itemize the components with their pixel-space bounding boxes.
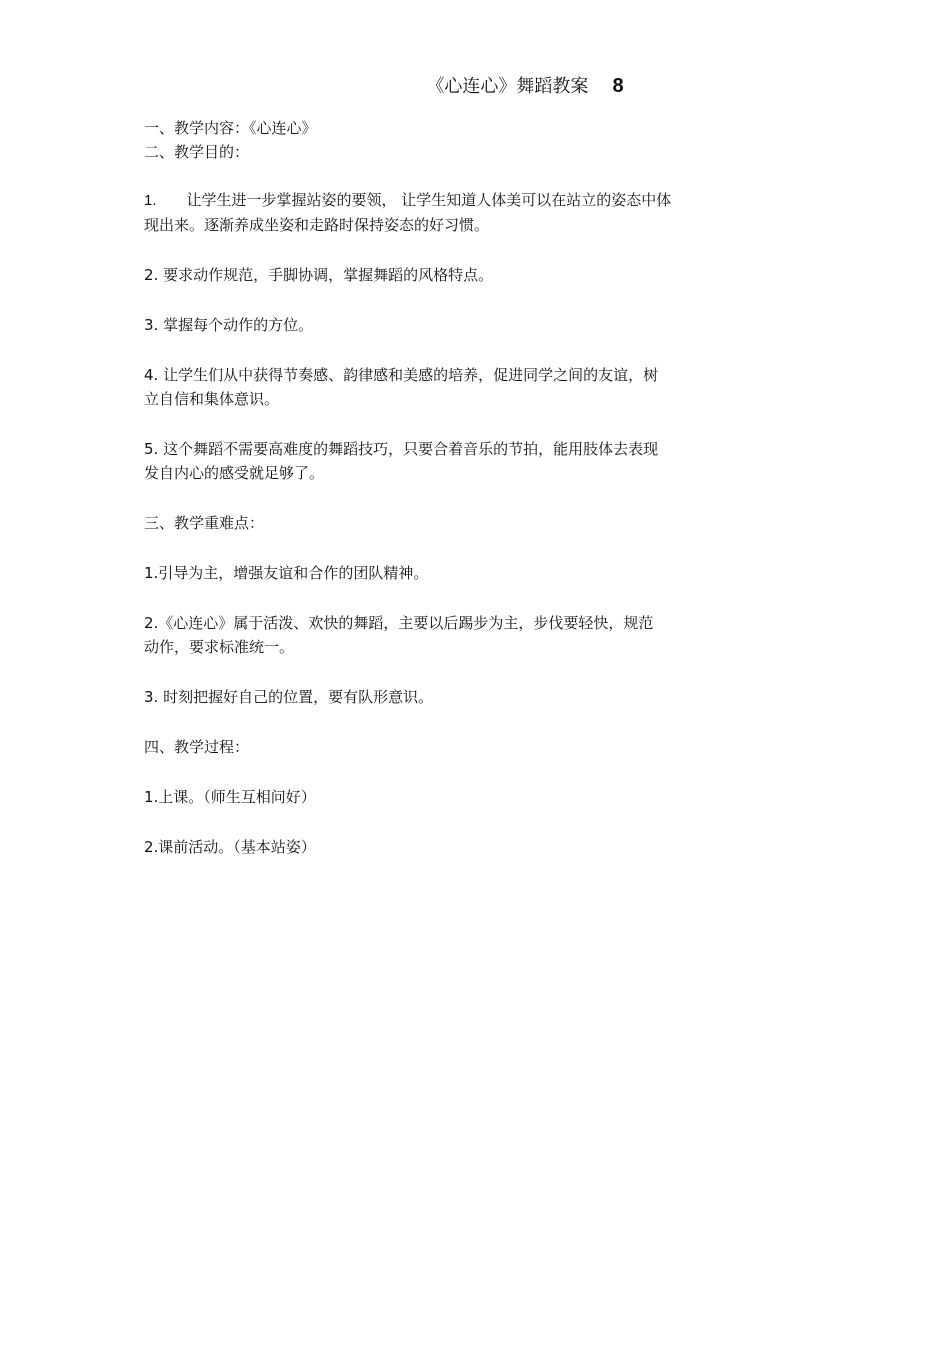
title-number: 8 — [612, 75, 624, 97]
key-2-line-2: 动作，要求标准统一。 — [144, 638, 295, 656]
teaching-goals-heading: 二、教学目的： — [144, 143, 250, 161]
teaching-content-line: 一、教学内容：《心连心》 — [144, 119, 317, 137]
process-step-1: 1.上课。（师生互相问好） — [144, 788, 316, 806]
goal-item-4 — [144, 363, 804, 411]
spacer — [144, 411, 804, 437]
key-2-line-1: 2.《心连心》属于活泼、欢快的舞蹈，主要以后踢步为主，步伐要轻快，规范 — [144, 614, 654, 632]
goal-1-text: 让学生进一步掌握站姿的要领， 让学生知道人体美可以在站立的姿态中体 — [186, 191, 672, 209]
spacer — [144, 759, 804, 785]
spacer — [144, 535, 804, 561]
key-points-heading: 三、教学重难点： — [144, 514, 265, 532]
title-text: 《心连心》舞蹈教案 — [426, 76, 589, 97]
process-heading: 四、教学过程： — [144, 738, 250, 756]
goal-4-line-2: 立自信和集体意识。 — [144, 390, 280, 408]
key-point-1: 1.引导为主，增强友谊和合作的团队精神。 — [144, 564, 429, 582]
spacer — [144, 809, 804, 835]
spacer — [144, 585, 804, 611]
goal-item-5 — [144, 437, 804, 485]
goal-5-line-2: 发自内心的感受就足够了。 — [144, 464, 325, 482]
key-point-3: 3. 时刻把握好自己的位置，要有队形意识。 — [144, 688, 434, 706]
spacer — [144, 237, 804, 263]
key-point-2 — [144, 611, 804, 659]
goal-1-number: 1. — [144, 192, 157, 209]
spacer — [144, 709, 804, 735]
spacer — [144, 337, 804, 363]
spacer — [144, 164, 804, 188]
document-body — [144, 116, 804, 859]
goal-item-1 — [144, 188, 804, 237]
spacer — [144, 659, 804, 685]
goal-4-line-1: 4. 让学生们从中获得节奏感、韵律感和美感的培养，促进同学之间的友谊，树 — [144, 366, 659, 384]
goal-1-line-1 — [144, 188, 804, 213]
document-title — [0, 73, 950, 100]
spacer — [144, 287, 804, 313]
goal-1-line-2: 现出来。逐渐养成坐姿和走路时保持姿态的好习惯。 — [144, 216, 490, 234]
title-wrapper — [426, 76, 623, 97]
goal-item-3: 3. 掌握每个动作的方位。 — [144, 316, 314, 334]
goal-item-2: 2. 要求动作规范，手脚协调，掌握舞蹈的风格特点。 — [144, 266, 494, 284]
spacer — [144, 485, 804, 511]
process-step-2: 2.课前活动。（基本站姿） — [144, 838, 316, 856]
goal-5-line-1: 5. 这个舞蹈不需要高难度的舞蹈技巧，只要合着音乐的节拍，能用肢体去表现 — [144, 440, 659, 458]
